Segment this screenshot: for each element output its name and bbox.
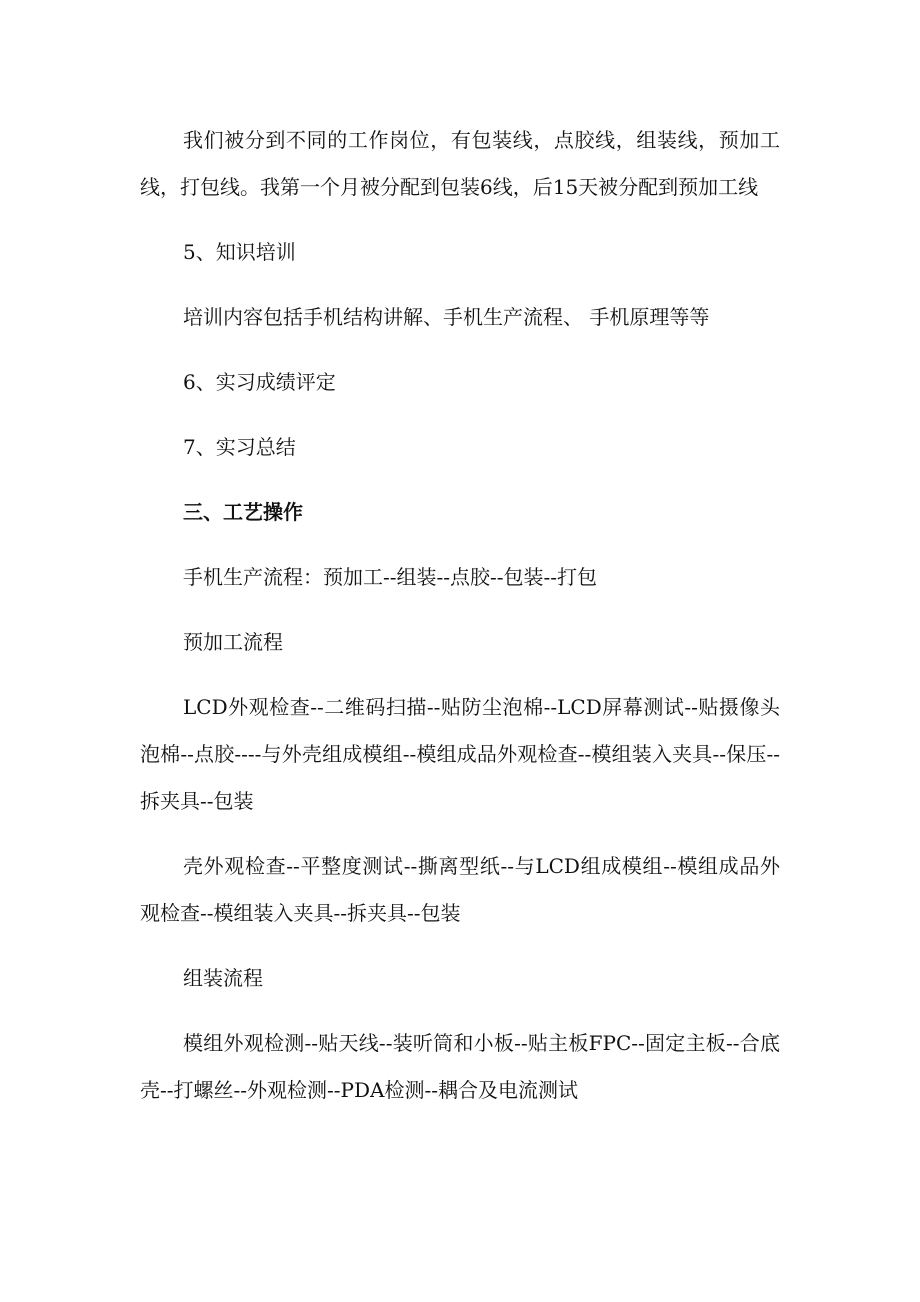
document-page bbox=[140, 117, 780, 1132]
paragraph-shell-flow: 壳外观检查--平整度测试--撕离型纸--与LCD组成模组--模组成品外观检查--模组装入夹具--拆夹具--包装 bbox=[140, 854, 780, 925]
paragraph-training-content: 培训内容包括手机结构讲解、手机生产流程、 手机原理等等 bbox=[183, 305, 710, 329]
heading-internship-evaluation: 6、实习成绩评定 bbox=[183, 370, 336, 394]
paragraph-assembly-steps: 模组外观检测--贴天线--装听筒和小板--贴主板FPC--固定主板--合底壳--打螺丝--外观检测--PDA检测--耦合及电流测试 bbox=[140, 1031, 780, 1102]
heading-knowledge-training: 5、知识培训 bbox=[183, 240, 296, 264]
heading-assembly-flow: 组装流程 bbox=[183, 966, 263, 990]
section-heading-process-operation: 三、工艺操作 bbox=[183, 500, 303, 524]
heading-internship-summary: 7、实习总结 bbox=[183, 435, 296, 459]
paragraph-production-flow: 手机生产流程：预加工--组装--点胶--包装--打包 bbox=[183, 565, 598, 589]
heading-preprocessing-flow: 预加工流程 bbox=[183, 630, 283, 654]
paragraph-work-assignment: 我们被分到不同的工作岗位，有包装线，点胶线，组装线，预加工线，打包线。我第一个月被分配到包装6线，后15天被分配到预加工线 bbox=[140, 128, 780, 199]
paragraph-lcd-flow: LCD外观检查--二维码扫描--贴防尘泡棉--LCD屏幕测试--贴摄像头泡棉--点胶----与外壳组成模组--模组成品外观检查--模组装入夹具--保压--拆夹具--包装 bbox=[140, 695, 780, 813]
